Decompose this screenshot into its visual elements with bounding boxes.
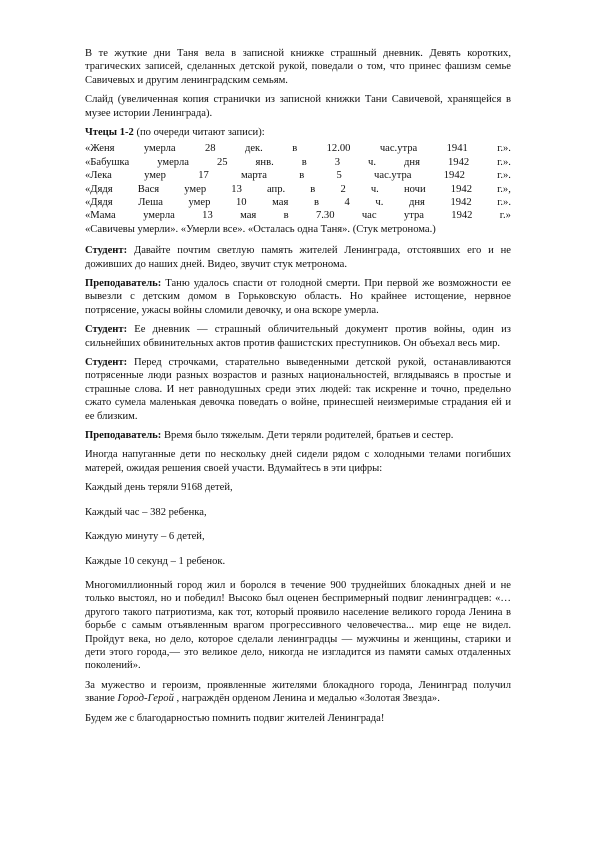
diary-word: умерла xyxy=(143,143,176,155)
hero-city-paragraph xyxy=(85,679,511,706)
diary-word: г.». xyxy=(497,170,511,182)
diary-word: 5 xyxy=(336,170,342,182)
diary-word: умерла xyxy=(157,156,189,168)
diary-word: 1941 xyxy=(446,143,468,155)
diary-word: 7.30 xyxy=(315,210,335,222)
diary-word: «Дядя xyxy=(85,183,113,195)
diary-word: апр. xyxy=(266,183,286,195)
diary-word: 28 xyxy=(204,143,216,155)
diary-word: час xyxy=(361,210,377,222)
figure-line-1: Каждый день теряли 9168 детей, xyxy=(85,482,233,494)
diary-word: в xyxy=(299,170,305,182)
diary-word: умерла xyxy=(143,210,175,222)
document-page xyxy=(85,47,511,731)
diary-word: в xyxy=(310,183,316,195)
diary-word: 4 xyxy=(344,197,350,208)
diary-word: ч. xyxy=(375,197,384,208)
diary-word: 1942 xyxy=(443,170,465,182)
hero-city-text-b: , награждён орденом Ленина и медалью «Золотая Звезда». xyxy=(173,693,440,705)
slide-note: Слайд (увеличенная копия странички из записной книжки Тани Савичевой, хранящейся в музее истории Ленинграда). xyxy=(85,94,511,119)
diary-word: ночи xyxy=(403,183,426,195)
closing-paragraph: Будем же с благодарностью помнить подвиг жителей Ленинграда! xyxy=(85,712,385,724)
student-label: Студент: xyxy=(85,245,128,257)
student-remark-3 xyxy=(85,356,511,423)
diary-word: час.утра xyxy=(379,143,418,155)
diary-word: ч. xyxy=(368,156,377,168)
figure-line-4: Каждые 10 секунд – 1 ребенок. xyxy=(85,555,226,567)
teacher-text: Таню удалось спасти от голодной смерти. При первой же возможности ее вывезли с детским домом в Горьковскую область. Но крайнее истощение, нервное потрясение, ужасы войны сломили девочку, и она вскоре умерла. xyxy=(85,278,511,316)
diary-word: ч. xyxy=(370,183,379,195)
diary-word: дня xyxy=(404,156,420,168)
student-text: Перед строчками, старательно выведенными детской рукой, останавливаются потрясенные люди разных возрастов и разных национальностей, вглядываясь в простые и страшные слова. И нет равнодушных среди этих людей: так искренне и точно, предельно сжато сумела маленькая девочка поведать о войне, принесшей неизмеримые страдания ей и ее близким. xyxy=(85,357,511,422)
diary-word: г.». xyxy=(497,156,511,168)
diary-word: «Лека xyxy=(85,170,112,182)
diary-word: Вася xyxy=(137,183,160,195)
diary-word: дек. xyxy=(244,143,263,155)
diary-word: час.утра xyxy=(374,170,412,182)
diary-word: г.». xyxy=(497,143,511,155)
diary-entry xyxy=(85,156,511,169)
diary-word: 2 xyxy=(340,183,346,195)
diary-entry xyxy=(85,196,511,209)
teacher-label: Преподаватель: xyxy=(85,430,162,442)
children-paragraph: Иногда напуганные дети по нескольку дней сидели рядом с холодными телами погибших матерей, ожидая решения своей участи. Вдумайтесь в эти цифры: xyxy=(85,449,511,474)
student-label: Студент: xyxy=(85,357,128,369)
diary-word: г.» xyxy=(499,210,511,222)
diary-word: 13 xyxy=(231,183,242,195)
siege-paragraph: Многомиллионный город жил и боролся в течение 900 труднейших блокадных дней и не только выстоял, но и победил! Высоко был оценен беспримерный подвиг ленинградцев: «…другого такого патриотизма, как тот, который проявило население великого города Ленина в борьбе с самым отъявленным врагом прогрессивного человечества... мир еще не видел. Пройдут века, но дело, которое сделали ленинградцы — мужчины и женщины, старики и дети этого города,— это великое дело, никогда не изгладится из памяти самых отдаленных поколений». xyxy=(85,579,511,672)
diary-word: умер xyxy=(188,197,211,208)
diary-word: 13 xyxy=(202,210,213,222)
diary-word: 25 xyxy=(216,156,228,168)
diary-word: г.», xyxy=(497,183,511,195)
hero-city-title: Город-Герой xyxy=(117,693,174,705)
student-label: Студент: xyxy=(85,324,128,336)
diary-word: утра xyxy=(403,210,424,222)
diary-word: 17 xyxy=(198,170,209,182)
readers-label: Чтецы 1-2 xyxy=(85,127,134,139)
teacher-label: Преподаватель: xyxy=(85,278,162,289)
diary-word: мая xyxy=(240,210,257,222)
diary-word: в xyxy=(283,210,289,222)
diary-entry xyxy=(85,209,511,222)
diary-word: 1942 xyxy=(450,183,472,195)
diary-word: «Дядя xyxy=(85,197,113,208)
diary-word: 1942 xyxy=(450,197,472,208)
diary-word: 3 xyxy=(334,156,341,168)
diary-word: 1942 xyxy=(451,210,473,222)
teacher-text: Время было тяжелым. Дети теряли родителей, братьев и сестер. xyxy=(161,430,454,442)
diary-word: Леша xyxy=(138,197,163,208)
diary-word: г.». xyxy=(497,197,511,208)
hero-city-text-a: За мужество и героизм, проявленные жителями блокадного города, Ленинград получил звание xyxy=(85,679,511,705)
diary-entry xyxy=(85,183,511,196)
teacher-remark-1 xyxy=(85,277,511,317)
diary-last-line: «Савичевы умерли». «Умерли все». «Осталась одна Таня». (Стук метронома.) xyxy=(85,223,436,235)
student-remark-2 xyxy=(85,323,511,350)
readers-heading xyxy=(85,126,511,139)
diary-word: мая xyxy=(272,197,289,208)
student-remark-1 xyxy=(85,244,511,271)
diary-word: дня xyxy=(408,197,425,208)
diary-word: янв. xyxy=(255,156,274,168)
diary-word: 10 xyxy=(235,197,247,208)
student-text: Ее дневник — страшный обличительный документ против войны, один из сильнейших обвинительных актов против фашистских преступников. Он объехал весь мир. xyxy=(85,324,511,349)
figure-line-3: Каждую минуту – 6 детей, xyxy=(85,531,205,543)
readers-text: (по очереди читают записи): xyxy=(133,127,265,139)
diary-word: «Женя xyxy=(85,143,115,155)
diary-word: умер xyxy=(144,170,166,182)
diary-entry xyxy=(85,169,511,182)
diary-word: в xyxy=(301,156,307,168)
diary-entries xyxy=(85,142,511,222)
teacher-remark-2 xyxy=(85,429,511,442)
diary-word: марта xyxy=(241,170,267,182)
diary-word: «Бабушка xyxy=(85,156,130,168)
diary-word: умер xyxy=(184,183,207,195)
intro-paragraph: В те жуткие дни Таня вела в записной книжке страшный дневник. Девять коротких, трагических записей, сделанных детской рукой, поведали о том, что принес фашизм семье Савичевых и другим ленинградским семьям. xyxy=(85,48,511,86)
diary-word: 1942 xyxy=(447,156,470,168)
diary-word: в xyxy=(292,143,298,155)
student-text: Давайте почтим светлую память жителей Ленинграда, отстоявших его и не доживших до наших дней. Видео, звучит стук метронома. xyxy=(85,245,511,270)
diary-word: 12.00 xyxy=(326,143,351,155)
diary-entry xyxy=(85,142,511,155)
diary-word: в xyxy=(313,197,319,208)
figure-line-2: Каждый час – 382 ребенка, xyxy=(85,506,207,518)
diary-word: «Мама xyxy=(85,210,116,222)
